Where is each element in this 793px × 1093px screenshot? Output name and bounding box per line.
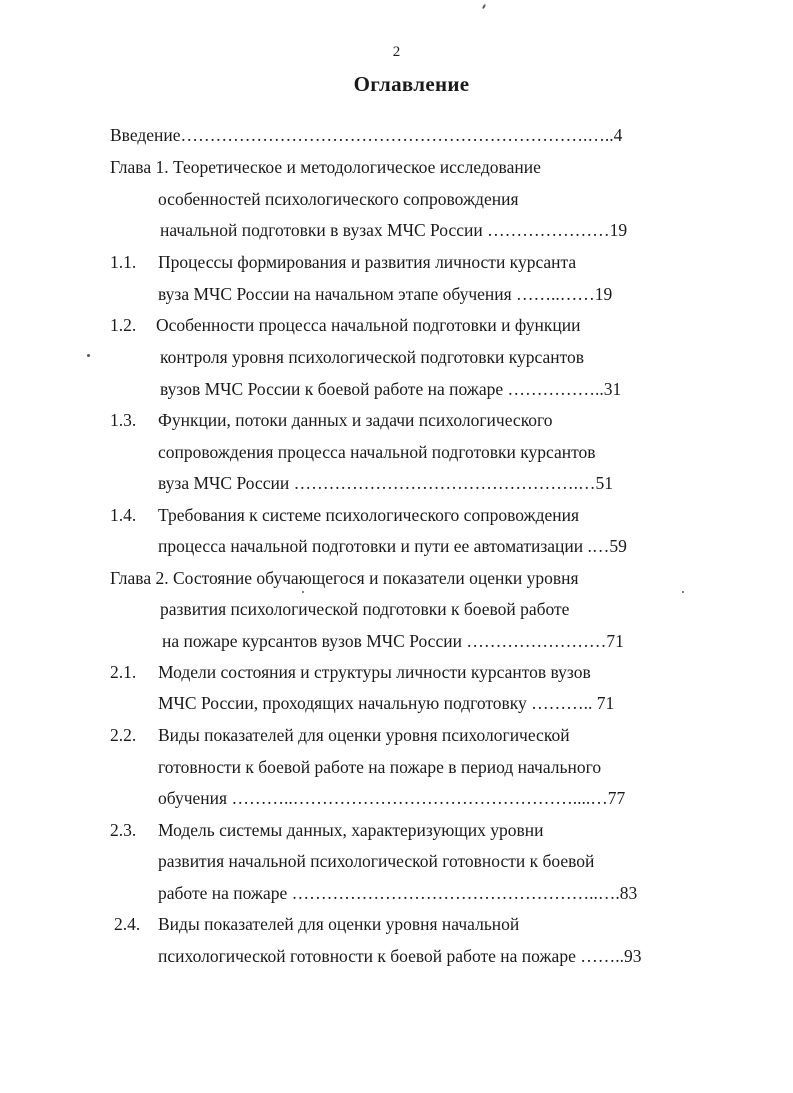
scan-speck — [87, 354, 90, 357]
toc-section-2-2-line-1: Виды показателей для оценки уровня психологической — [158, 725, 570, 745]
toc-chapter-1-line-3: начальной подготовки в вузах МЧС России …………………19 — [160, 220, 628, 240]
toc-section-1-1-line-2: вуза МЧС России на начальном этапе обучения ……..……19 — [158, 284, 613, 304]
toc-section-1-3-line-2: сопровождения процесса начальной подготовки курсантов — [158, 442, 596, 462]
scan-speck — [682, 591, 684, 593]
toc-section-1-2-line-1: Особенности процесса начальной подготовки и функции — [156, 315, 581, 335]
toc-section-1-4-line-1: Требования к системе психологического сопровождения — [158, 505, 580, 525]
page-title: Оглавление — [353, 72, 470, 96]
toc-chapter-2-line-2: развития психологической подготовки к боевой работе — [160, 599, 570, 619]
toc-section-2-4-line-1: Виды показателей для оценки уровня начальной — [158, 914, 520, 934]
toc-section-1-3-line-3: вуза МЧС России ………………………………………….…51 — [158, 473, 613, 493]
toc-chapter-1-line-1: Глава 1. Теоретическое и методологическое исследование — [110, 157, 541, 177]
toc-section-2-4-line-2: психологической готовности к боевой работе на пожаре ……..93 — [158, 946, 642, 966]
toc-section-1-3-line-1: Функции, потоки данных и задачи психологического — [158, 410, 553, 430]
toc-chapter-2-line-3: на пожаре курсантов вузов МЧС России ……………………71 — [162, 631, 624, 651]
toc-section-2-3-number: 2.3. — [110, 820, 137, 840]
toc-section-2-2-number: 2.2. — [110, 725, 137, 745]
toc-section-2-2-line-2: готовности к боевой работе на пожаре в период начального — [158, 757, 602, 777]
toc-section-1-3-number: 1.3. — [110, 410, 137, 430]
toc-section-2-4-number: 2.4. — [114, 914, 141, 934]
toc-section-2-2-line-3: обучения ………..…………………………………………....…77 — [158, 788, 626, 808]
toc-section-1-1-line-1: Процессы формирования и развития личности курсанта — [158, 252, 577, 272]
toc-section-1-1-number: 1.1. — [110, 252, 137, 272]
scan-speck — [482, 4, 486, 9]
toc-section-1-2-line-3: вузов МЧС России к боевой работе на пожаре ……………..31 — [160, 379, 622, 399]
toc-section-2-3-line-2: развития начальной психологической готовности к боевой — [158, 851, 595, 871]
scan-speck — [302, 591, 304, 593]
toc-section-2-1-number: 2.1. — [110, 662, 137, 682]
toc-section-2-3-line-3: работе на пожаре ……………………………………………..….83 — [158, 883, 638, 903]
toc-entry-intro: Введение…………………………………………………………….…..4 — [110, 125, 623, 145]
toc-section-2-1-line-2: МЧС России, проходящих начальную подготовку ……….. 71 — [158, 693, 615, 713]
toc-section-1-4-line-2: процесса начальной подготовки и пути ее автоматизации .…59 — [158, 536, 627, 556]
toc-chapter-2-line-1: Глава 2. Состояние обучающегося и показатели оценки уровня — [110, 568, 579, 588]
toc-section-1-2-number: 1.2. — [110, 315, 137, 335]
toc-chapter-1-line-2: особенностей психологического сопровождения — [158, 189, 519, 209]
page-number: 2 — [392, 44, 401, 60]
toc-section-1-4-number: 1.4. — [110, 505, 137, 525]
toc-section-2-1-line-1: Модели состояния и структуры личности курсантов вузов — [158, 662, 591, 682]
toc-section-1-2-line-2: контроля уровня психологической подготовки курсантов — [160, 347, 585, 367]
toc-section-2-3-line-1: Модель системы данных, характеризующих уровни — [158, 820, 544, 840]
